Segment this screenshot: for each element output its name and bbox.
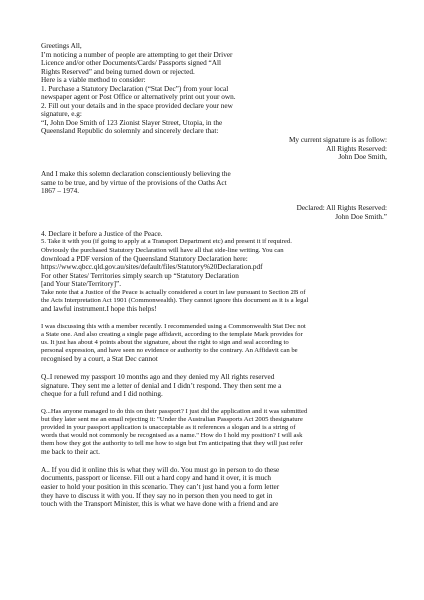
- affidavit-section: [41, 323, 387, 364]
- text-line: Q..I renewed my passport 10 months ago and they denied my All rights reserved: [41, 372, 275, 381]
- text-line: but they later sent me an email rejecting it: "Under the Australian Passports Act 2005 thesignature: [41, 415, 303, 423]
- declaration-quote-line: “I, John Doe Smith of 123 Zionist Slayer Street, Utopia, in the: [41, 118, 223, 127]
- text-line: touch with the Transport Minister, this is what we have done with a friend and are: [41, 500, 279, 509]
- text-line: For other States/ Territories simply search up “Statutory Declaration: [41, 271, 239, 280]
- text-line: same to be true, and by virtue of the provisions of the Oaths Act: [41, 178, 227, 187]
- text-line: provided in your passport application is unacceptable as it references a slogan and is a string of: [41, 423, 296, 431]
- signature-line: My current signature is as follow:: [288, 136, 387, 145]
- text-line: easier to hold your position in this scenario. They can’t just hand you a form letter: [41, 483, 280, 492]
- step-5-line: 5. Take it with you (if going to apply at a Transport Department etc) and present it if required.: [41, 238, 292, 246]
- text-line: download a PDF version of the Queensland Statutory Declaration here:: [41, 254, 248, 263]
- text-line: Here is a viable method to consider:: [41, 76, 146, 85]
- text-line: Q...Has anyone managed to do this on their passport? I just did the application and it was submitted: [41, 407, 308, 415]
- text-line: I was discussing this with a member recently. I recommended using a Commonwealth Stat Dec not: [41, 322, 306, 330]
- text-line: A.. If you did it online this is what they will do. You must go in person to do these: [41, 465, 280, 474]
- step-1-line: 1. Purchase a Statutory Declaration (“Stat Dec”) from your local: [41, 84, 229, 93]
- text-line: they have to discuss it with you. If they say no in person then you need to get in: [41, 491, 273, 500]
- text-line: [and Your State/Territory]”.: [41, 280, 122, 289]
- step-2-line: 2. Fill out your details and in the space provided declare your new: [41, 101, 233, 110]
- spacer: [41, 221, 387, 230]
- oath-section: [41, 170, 387, 196]
- passport-question-1: [41, 373, 387, 399]
- signature-block-current: [41, 136, 387, 162]
- text-line: Take note that a Justice of the Peace is actually considered a court in law pursuant to Section 2B of: [41, 288, 306, 296]
- pdf-url-line: https://www.qbcc.qld.gov.au/sites/default/files/Statutory%20Declaration.pdf: [41, 263, 263, 272]
- text-line: the Acts Interpretation Act 1901 (Commonwealth). They cannot ignore this document as it is a legal: [41, 297, 309, 305]
- text-line: and lawful instrument.I hope this helps!: [41, 305, 157, 314]
- spacer: [41, 196, 387, 205]
- text-line: them how they got the authority to tell me how to sign but I'm anticipating that they will just refer: [41, 440, 303, 448]
- text-line: signature. They sent me a letter of denial and I didn’t respond. They then sent me a: [41, 381, 282, 390]
- step-4-line: 4. Declare it before a Justice of the Peace.: [41, 229, 163, 238]
- signature-line: All Rights Reserved:: [326, 144, 387, 153]
- signature-line: John Doe Smith,: [338, 153, 387, 162]
- text-line: us. It just has about 4 points about the signature, about the right to sign and seal according to: [41, 339, 289, 347]
- greeting-line: Greetings All,: [41, 42, 82, 50]
- spacer: [41, 364, 387, 373]
- text-line: me back to their act.: [41, 448, 100, 457]
- text-line: recognised by a court, a Stat Dec cannot: [41, 355, 158, 364]
- text-line: signature, e.g:: [41, 110, 82, 119]
- intro-section: [41, 42, 387, 136]
- signature-line: Declared: All Rights Reserved:: [296, 204, 387, 213]
- declaration-quote-line: Queensland Republic do solemnly and sincerely declare that:: [41, 127, 219, 136]
- text-line: Licence and/or other Documents/Cards/ Passports signed “All: [41, 59, 222, 68]
- text-line: Rights Reserved” and being turned down or rejected.: [41, 67, 195, 76]
- spacer: [41, 314, 387, 323]
- signature-line: John Doe Smith.”: [335, 212, 387, 221]
- text-line: a State one. And also creating a single page affidavit, according to the template Mark provides for: [41, 330, 303, 338]
- text-line: personal expression, and have seen no evidence or authority to the contrary. An Affidavit can be: [41, 347, 298, 355]
- text-line: documents, passport or license. Fill out a hard copy and hand it over, it is much: [41, 474, 272, 483]
- spacer: [41, 457, 387, 466]
- text-line: cheque for a full refund and I did nothing.: [41, 390, 163, 399]
- spacer: [41, 162, 387, 171]
- answer-section: [41, 466, 387, 509]
- document-body: [41, 42, 387, 509]
- text-line: newspaper agent or Post Office or alternatively print out your own.: [41, 93, 236, 102]
- spacer: [41, 399, 387, 408]
- steps-section: [41, 230, 387, 314]
- text-line: 1867 – 1974.: [41, 187, 80, 196]
- passport-question-2: [41, 408, 387, 457]
- text-line: I’m noticing a number of people are attempting to get their Driver: [41, 50, 233, 59]
- text-line: And I make this solemn declaration conscientiously believing the: [41, 170, 231, 179]
- signature-block-declared: [41, 204, 387, 221]
- text-line: words that would not commonly be recognised as a name." How do I hold my position? I will ask: [41, 432, 303, 440]
- text-line: Obviously the purchased Statutory Declaration will have all that side-line writing. You can: [41, 246, 284, 254]
